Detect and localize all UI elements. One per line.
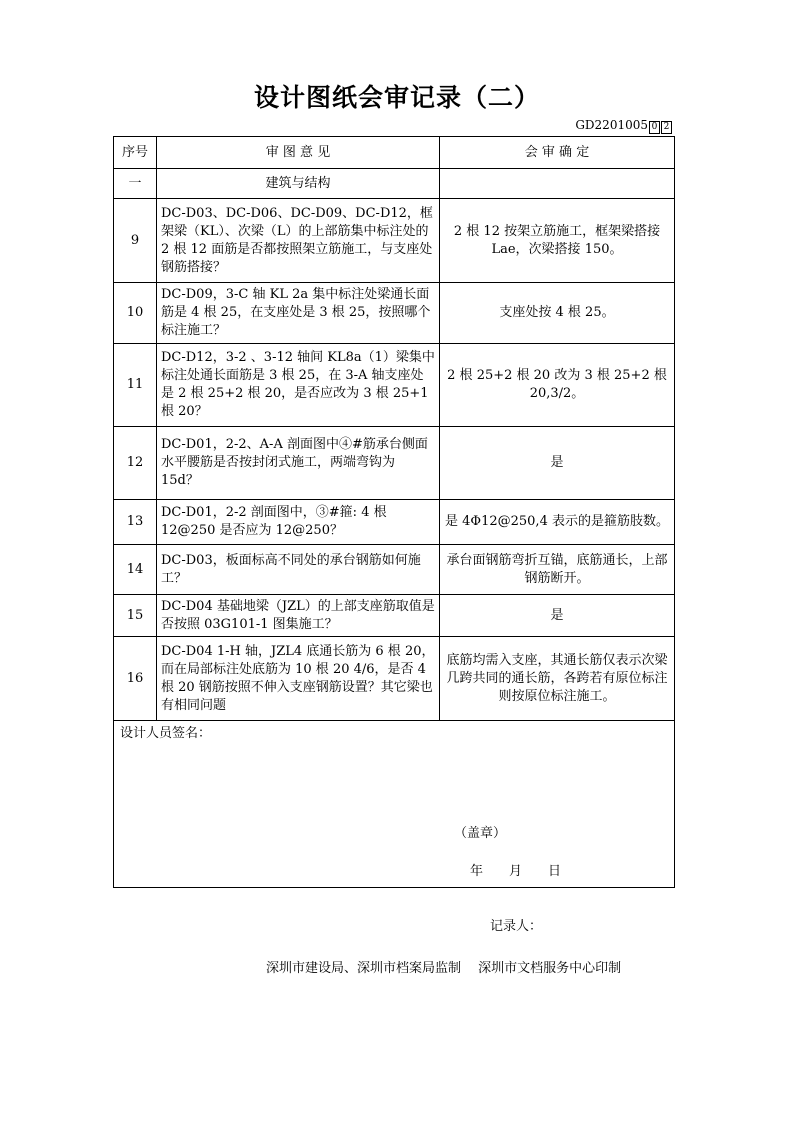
section-row xyxy=(114,169,675,199)
row-no: 14 xyxy=(114,545,157,595)
table-row xyxy=(114,344,675,427)
table-row xyxy=(114,637,675,721)
row-no: 15 xyxy=(114,595,157,637)
row-question: DC-D03、DC-D06、DC-D09、DC-D12，框架梁（KL）、次梁（L）的上部筋集中标注处的 2 根 12 面筋是否都按照架立筋施工，与支座处钢筋搭接？ xyxy=(157,199,440,283)
row-question: DC-D12，3-2 、3-12 轴间 KL8a（1）梁集中标注处通长面筋是 3 根 25，在 3-A 轴支座处是 2 根 25+2 根 20，是否应改为 3 根 25+1 根 20？ xyxy=(157,344,440,427)
header-opinion: 审 图 意 见 xyxy=(157,137,440,169)
table-row xyxy=(114,199,675,283)
header-row xyxy=(114,137,675,169)
recorder-label: 记录人： xyxy=(490,919,543,934)
form-code xyxy=(560,118,672,134)
row-question: DC-D01，2-2 剖面图中，③#箍: 4 根 12@250 是否应为 12@250？ xyxy=(157,500,440,545)
table-row xyxy=(114,427,675,500)
row-answer: 是 xyxy=(440,595,675,637)
row-answer: 是 4Φ12@250,4 表示的是箍筋肢数。 xyxy=(440,500,675,545)
document-title: 设计图纸会审记录（二） xyxy=(253,83,540,112)
table-row xyxy=(114,545,675,595)
header-no: 序号 xyxy=(114,137,157,169)
signature-cell xyxy=(114,721,675,888)
row-answer: 2 根 25+2 根 20 改为 3 根 25+2 根 20,3/2。 xyxy=(440,344,675,427)
row-answer: 底筋均需入支座，其通长筋仅表示次梁几跨共同的通长筋，各跨若有原位标注则按原位标注施工。 xyxy=(440,637,675,721)
row-question: DC-D04 基础地梁（JZL）的上部支座筋取值是否按照 03G101-1 图集施工？ xyxy=(157,595,440,637)
row-no: 13 xyxy=(114,500,157,545)
table-row xyxy=(114,283,675,344)
row-answer: 支座处按 4 根 25。 xyxy=(440,283,675,344)
row-answer: 2 根 12 按架立筋施工，框架梁搭接 Lae，次梁搭接 150。 xyxy=(440,199,675,283)
row-no: 9 xyxy=(114,199,157,283)
row-no: 16 xyxy=(114,637,157,721)
review-table xyxy=(113,136,675,888)
row-question: DC-D03，板面标高不同处的承台钢筋如何施工？ xyxy=(157,545,440,595)
row-no: 12 xyxy=(114,427,157,500)
row-question: DC-D04 1-H 轴，JZL4 底通长筋为 6 根 20，而在局部标注处底筋为 10 根 20 4/6，是否 4 根 20 钢筋按照不伸入支座钢筋设置？其它梁也有相同问题 xyxy=(157,637,440,721)
row-answer: 是 xyxy=(440,427,675,500)
header-confirm: 会 审 确 定 xyxy=(440,137,675,169)
section-label: 建筑与结构 xyxy=(157,169,440,199)
table-row xyxy=(114,595,675,637)
signature-row xyxy=(114,721,675,888)
designer-signature-label: 设计人员签名： xyxy=(120,726,212,741)
footer-text: 深圳市建设局、深圳市档案局监制 深圳市文档服务中心印制 xyxy=(266,961,622,976)
row-no: 11 xyxy=(114,344,157,427)
section-no: 一 xyxy=(114,169,157,199)
section-empty xyxy=(440,169,675,199)
row-answer: 承台面钢筋弯折互锚，底筋通长，上部钢筋断开。 xyxy=(440,545,675,595)
date-label: 年 月 日 xyxy=(470,864,562,879)
form-code-text: GD2201005 xyxy=(575,118,648,132)
form-code-box-2: 2 xyxy=(661,121,672,134)
row-question: DC-D01，2-2、A-A 剖面图中④#筋承台侧面水平腰筋是否按封闭式施工，两端弯钩为 15d？ xyxy=(157,427,440,500)
seal-label: （盖章） xyxy=(454,826,507,841)
row-question: DC-D09，3-C 轴 KL 2a 集中标注处梁通长面筋是 4 根 25，在支座处是 3 根 25，按照哪个标注施工？ xyxy=(157,283,440,344)
form-code-box-1: 0 xyxy=(649,121,660,134)
table-row xyxy=(114,500,675,545)
row-no: 10 xyxy=(114,283,157,344)
